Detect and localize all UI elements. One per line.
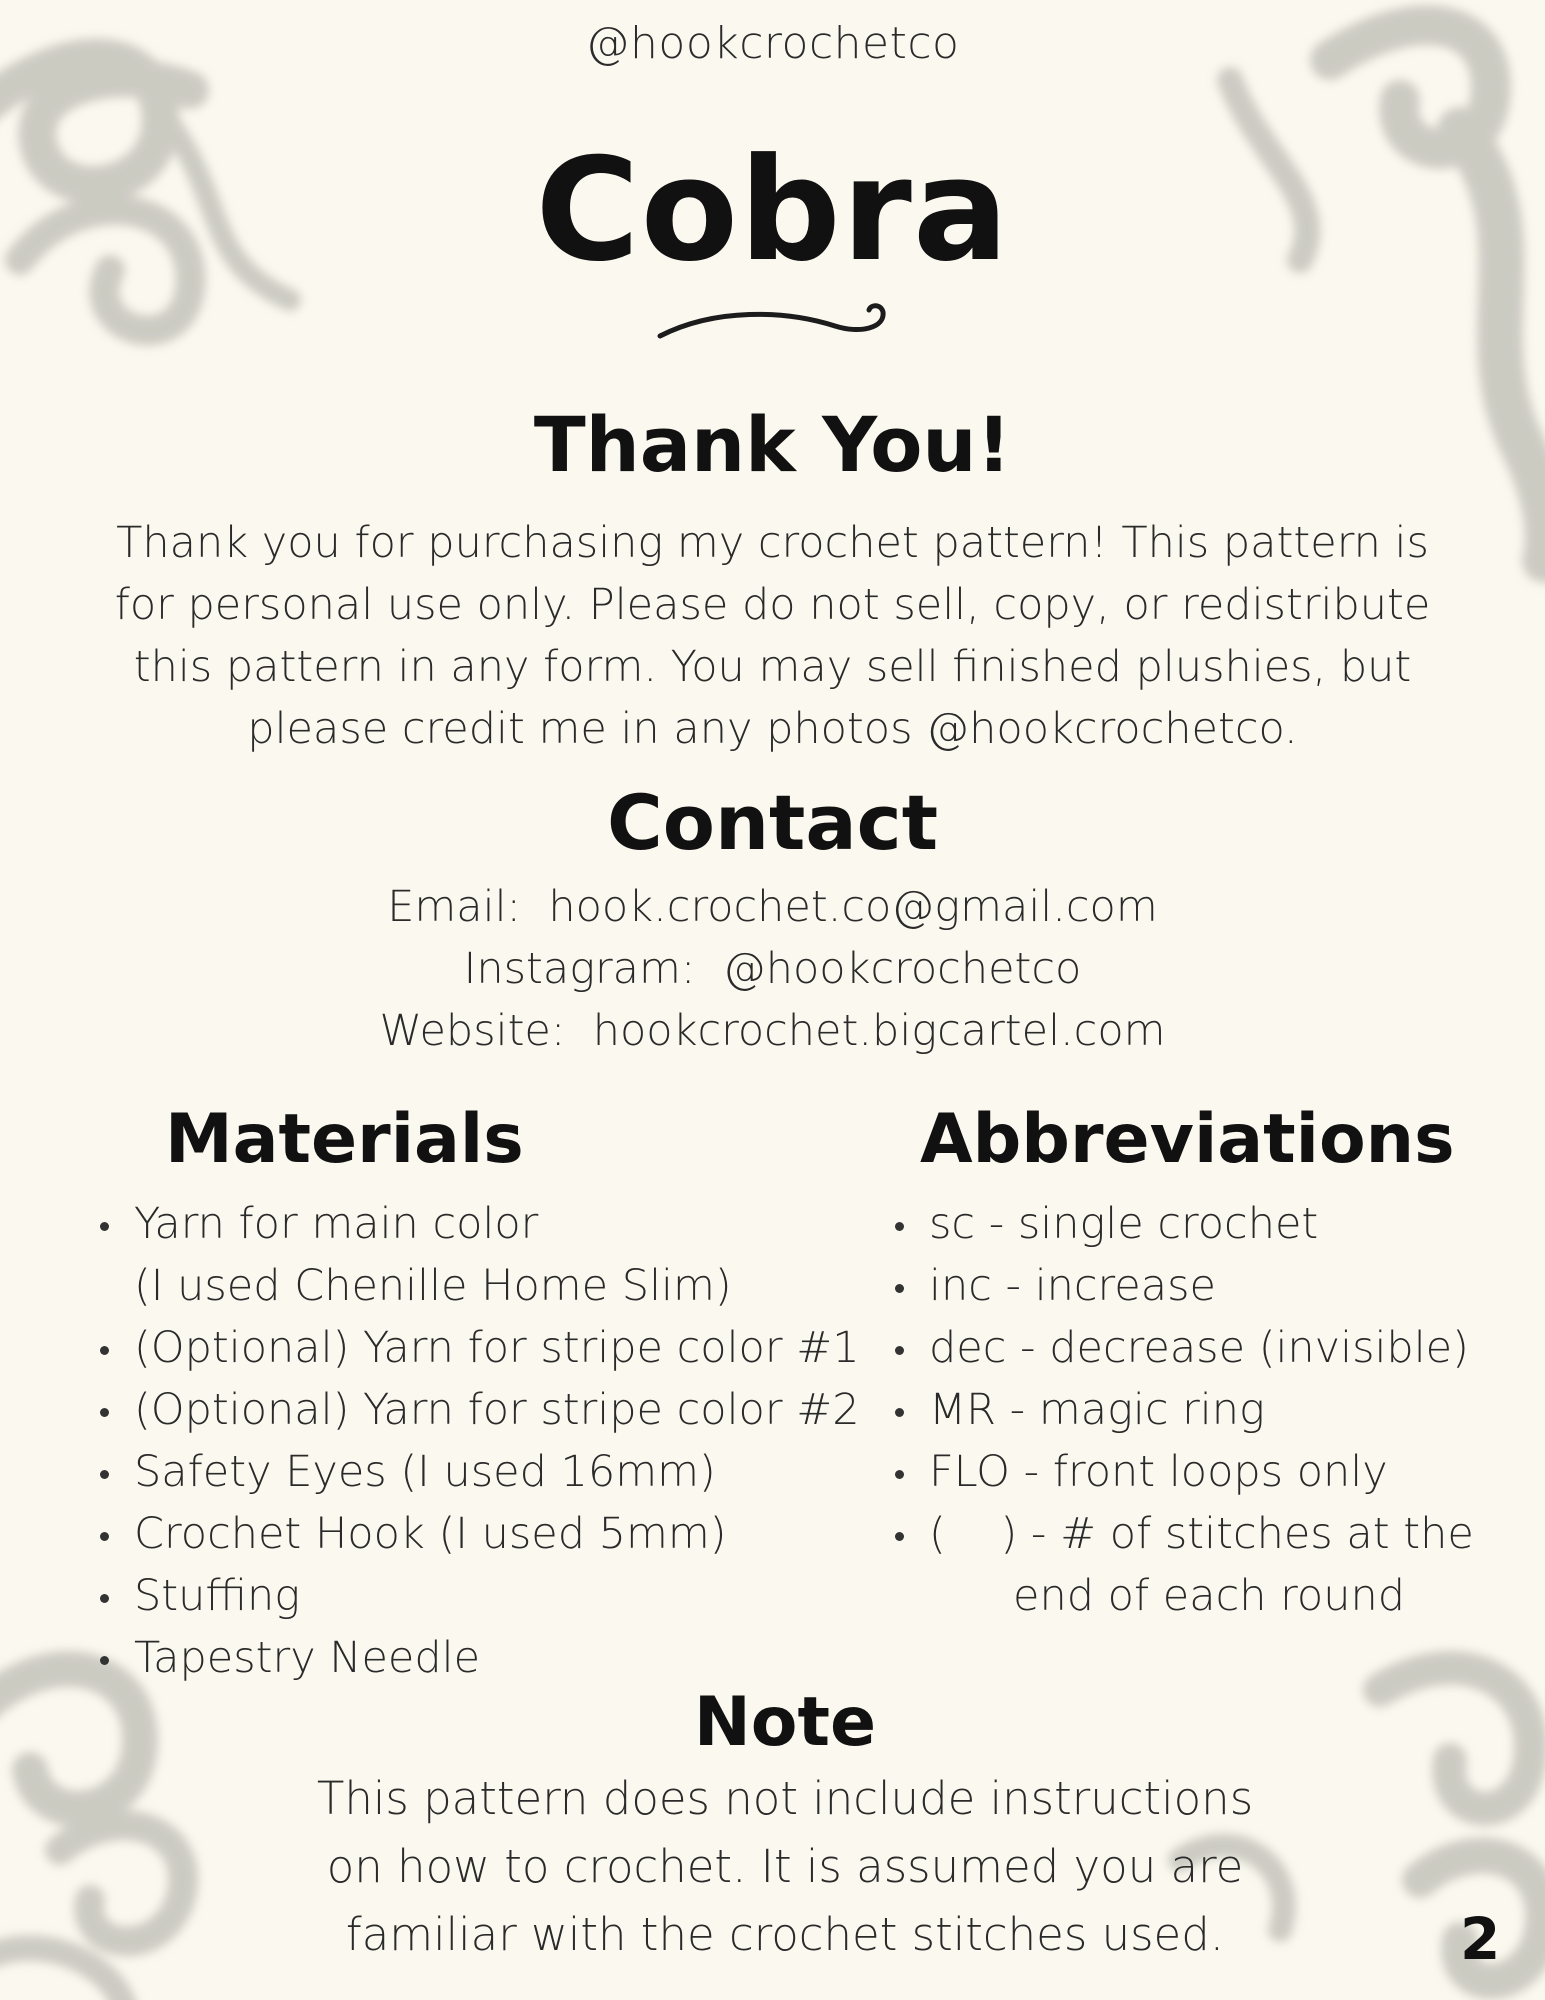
page-title: Cobra [535, 128, 1010, 293]
thank-you-heading: Thank You! [533, 400, 1012, 489]
materials-heading: Materials [165, 1100, 524, 1179]
list-item: ( ) - # of stitches at the [893, 1503, 1453, 1565]
thank-you-line: Thank you for purchasing my crochet pattern! This pattern is [116, 518, 1429, 568]
contact-instagram: Instagram: @hookcrochetco [463, 944, 1082, 994]
list-item: sc - single crochet [893, 1193, 1453, 1255]
thank-you-line: this pattern in any form. You may sell finished plushies, but [133, 642, 1412, 692]
note-text [280, 1765, 1290, 1969]
list-item: Tapestry Needle [98, 1627, 858, 1689]
list-item: (Optional) Yarn for stripe color #2 [98, 1379, 858, 1441]
thank-you-line: please credit me in any photos @hookcrochetco. [247, 704, 1298, 754]
list-item: Crochet Hook (I used 5mm) [98, 1503, 858, 1565]
list-item: dec - decrease (invisible) [893, 1317, 1453, 1379]
contact-email: Email: hook.crochet.co@gmail.com [387, 882, 1158, 932]
contact-website: Website: hookcrochet.bigcartel.com [379, 1006, 1166, 1056]
list-item: FLO - front loops only [893, 1441, 1453, 1503]
list-item: inc - increase [893, 1255, 1453, 1317]
thank-you-line: for personal use only. Please do not sell, copy, or redistribute [114, 580, 1431, 630]
note-line: This pattern does not include instructions [316, 1772, 1254, 1825]
thank-you-text [100, 512, 1445, 760]
materials-list [98, 1193, 858, 1689]
contact-heading: Contact [606, 778, 939, 867]
note-heading: Note [693, 1683, 877, 1762]
title-swash-decoration [655, 298, 895, 348]
abbreviations-heading: Abbreviations [920, 1100, 1455, 1179]
list-item: Stuffing [98, 1565, 858, 1627]
abbreviations-list [893, 1193, 1474, 1627]
contact-info [0, 876, 1545, 1062]
list-item: Yarn for main color [98, 1193, 858, 1255]
list-item: MR - magic ring [893, 1379, 1453, 1441]
list-item: Safety Eyes (I used 16mm) [98, 1441, 858, 1503]
list-item: end of each round [1013, 1571, 1405, 1621]
header-handle: @hookcrochetco [585, 18, 960, 69]
list-item: (I used Chenille Home Slim) [134, 1261, 732, 1311]
note-line: on how to crochet. It is assumed you are [326, 1840, 1244, 1893]
page-number: 2 [1460, 1905, 1501, 1973]
note-line: familiar with the crochet stitches used. [345, 1908, 1225, 1961]
list-item: (Optional) Yarn for stripe color #1 [98, 1317, 858, 1379]
